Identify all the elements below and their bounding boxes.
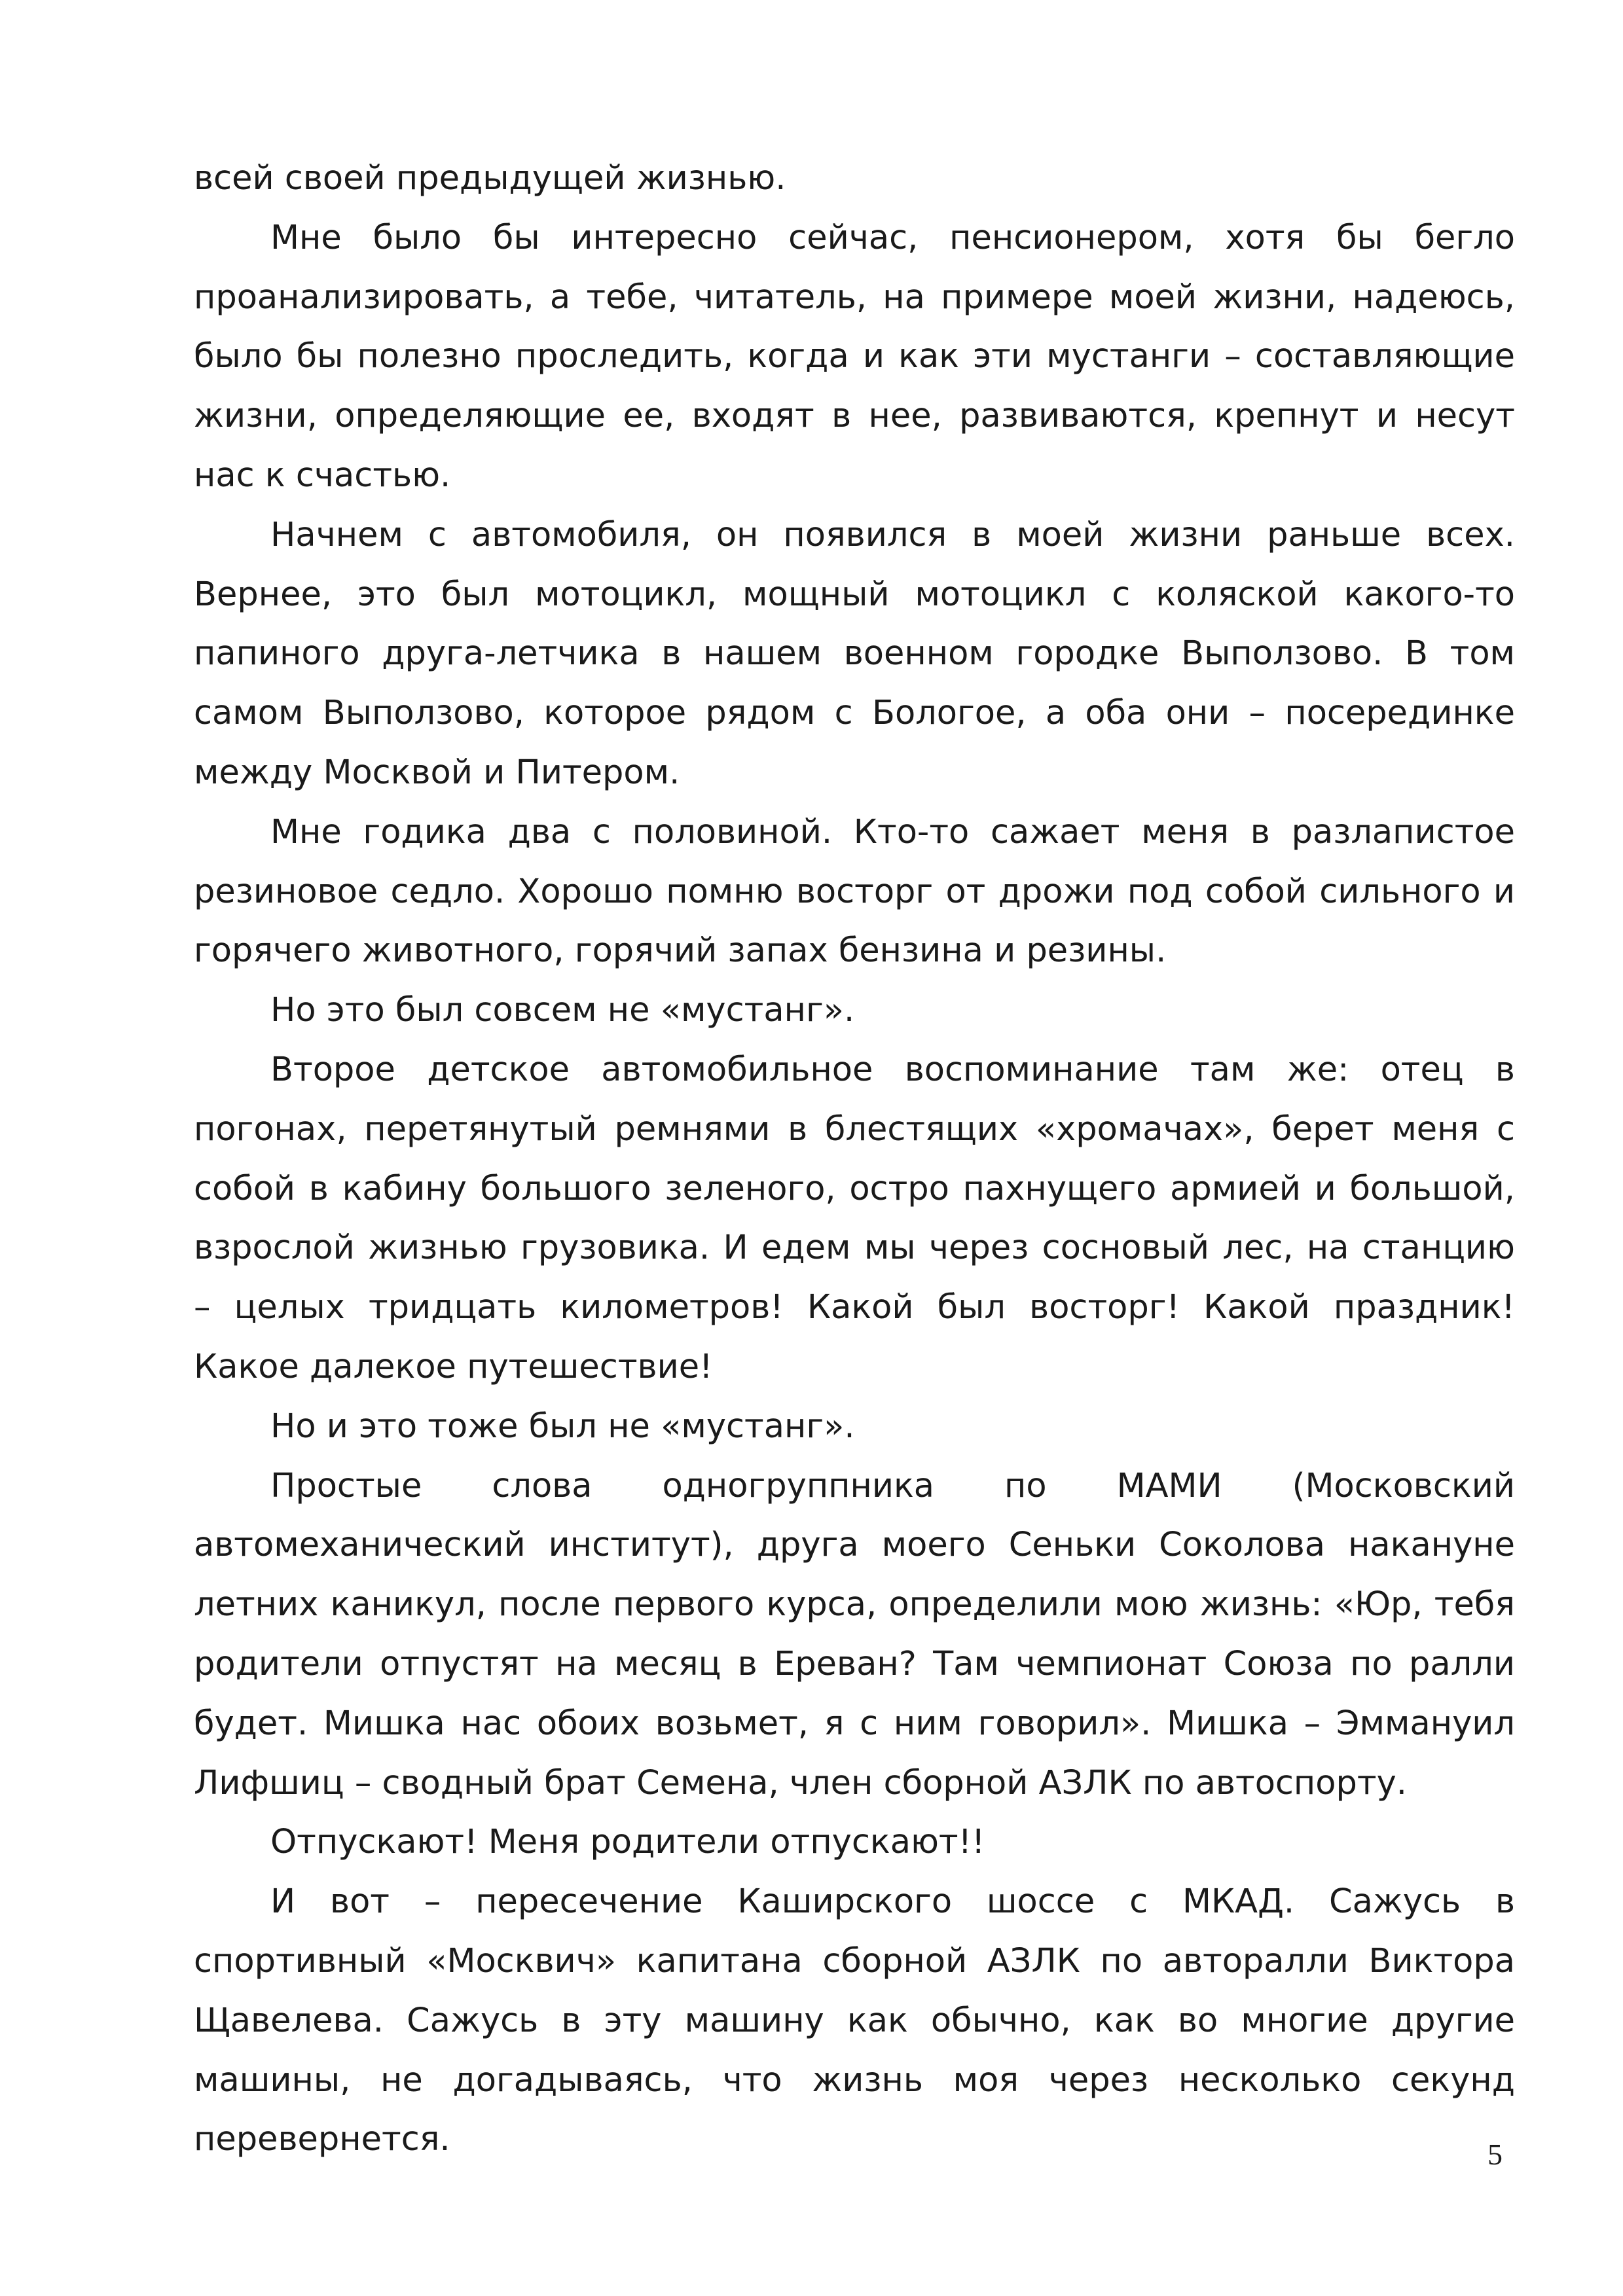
paragraph: Мне было бы интересно сейчас, пенсионером, хотя бы бегло проанализировать, а тебе, читатель, на примере моей жизни, надеюсь, было бы полезно проследить, когда и как эти мустанги – составляющие жизни, определяющие ее, входят в нее, развиваются, крепнут и несут нас к счастью. [194, 218, 1515, 495]
page-number: 5 [1487, 2138, 1503, 2171]
paragraph: Отпускают! Меня родители отпускают!! [270, 1823, 985, 1862]
paragraph: Второе детское автомобильное воспоминание там же: отец в погонах, перетянутый ремнями в блестящих «хромачах», берет меня с собой в кабину большого зеленого, остро пахнущего армией и большой, взрослой жизнью грузовика. И едем мы через сосновый лес, на станцию – целых тридцать километров! Какой был восторг! Какой праздник! Какое далекое путешествие! [194, 1050, 1515, 1386]
paragraph: всей своей предыдущей жизнью. [194, 159, 786, 198]
paragraph: Начнем с автомобиля, он появился в моей жизни раньше всех. Вернее, это был мотоцикл, мощный мотоцикл с коляской какого-то папиного друга-летчика в нашем военном городке Выползово. В том самом Выползово, которое рядом с Бологое, а оба они – посерединке между Москвой и Питером. [194, 515, 1515, 792]
paragraph: Простые слова одногруппника по МАМИ (Московский автомеханический институт), друга моего Сеньки Соколова накануне летних каникул, после первого курса, определили мою жизнь: «Юр, тебя родители отпустят на месяц в Ереван? Там чемпионат Союза по ралли будет. Мишка нас обоих возьмет, я с ним говорил». Мишка – Эммануил Лифшиц – сводный брат Семена, член сборной АЗЛК по автоспорту. [194, 1466, 1515, 1803]
paragraph: И вот – пересечение Каширского шоссе с МКАД. Сажусь в спортивный «Москвич» капитана сборной АЗЛК по авторалли Виктора Щавелева. Сажусь в эту машину как обычно, как во многие другие машины, не догадываясь, что жизнь моя через несколько секунд перевернется. [194, 1882, 1515, 2159]
paragraph: Но и это тоже был не «мустанг». [270, 1407, 855, 1446]
page-body [194, 149, 1515, 2170]
paragraph: Но это был совсем не «мустанг». [270, 991, 855, 1030]
paragraph: Мне годика два с половиной. Кто-то сажает меня в разлапистое резиновое седло. Хорошо помню восторг от дрожи под собой сильного и горячего животного, горячий запах бензина и резины. [194, 812, 1515, 971]
